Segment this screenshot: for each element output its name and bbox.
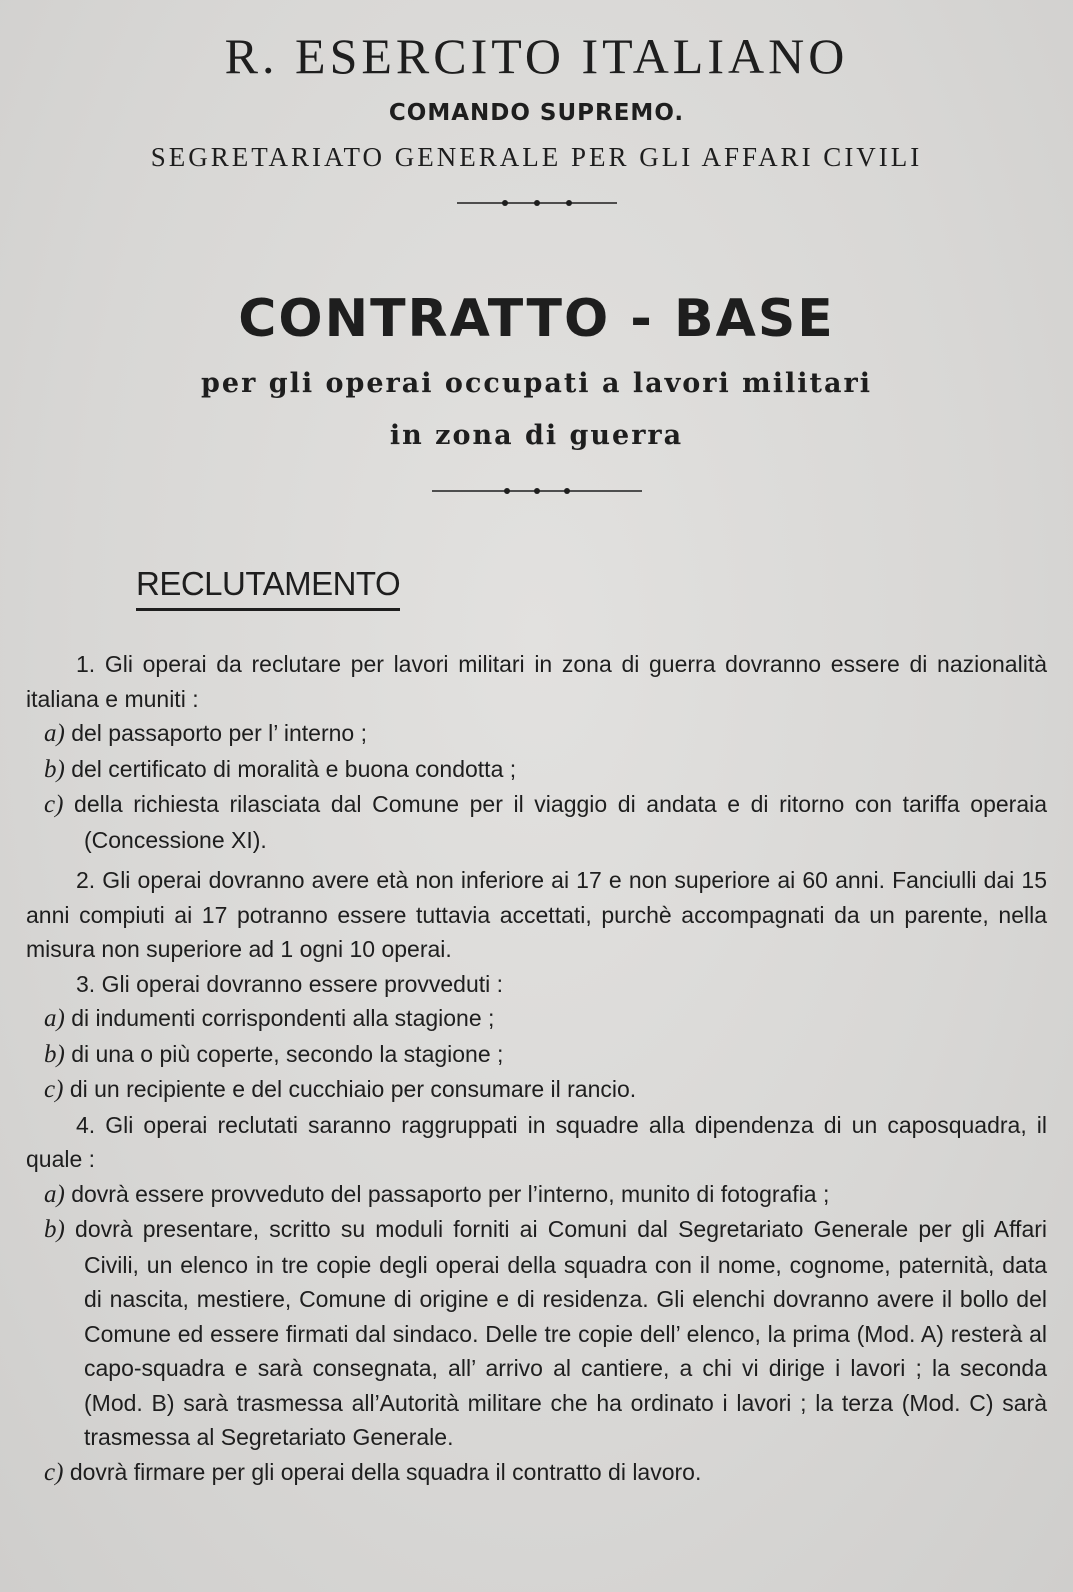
ornament-divider-bottom — [26, 486, 1047, 496]
paragraph-1: 1. Gli operai da reclutare per lavori militari in zona di guerra dovranno essere di nazionalità italiana e muniti : — [26, 651, 1047, 712]
list-item — [26, 787, 1047, 857]
item-text: della richiesta rilasciata dal Comune per il viaggio di andata e di ritorno con tariffa operaia (Concessione XI). — [74, 791, 1048, 853]
item-text: dovrà essere provveduto del passaporto per l’interno, munito di fotografia ; — [71, 1180, 830, 1207]
list-item — [26, 1001, 1047, 1037]
document-body — [26, 647, 1047, 1490]
document-subtitle-line2: in zona di guerra — [389, 420, 684, 451]
item-marker: c) — [44, 791, 64, 818]
command-heading: COMANDO SUPREMO. — [388, 100, 685, 126]
paragraph-4: 4. Gli operai reclutati saranno raggruppati in squadre alla dipendenza di un caposquadra, il quale : — [26, 1111, 1047, 1172]
item-marker: a) — [44, 1005, 65, 1032]
paragraph-3: 3. Gli operai dovranno essere provveduti : — [76, 970, 504, 997]
item-text: dovrà presentare, scritto su moduli forniti ai Comuni dal Segretariato Generale per gli Affari Civili, un elenco in tre copie degli operai della squadra con il nome, cognome, paternità, data di nascita, mestiere, Comune di origine e di residenza. Gli elenchi dovranno avere il bollo del Comune ed essere firmati dal sindaco. Delle tre copie dell’ elenco, la prima (Mod. A) resterà al capo-squadra e sarà consegnata, all’ arrivo al cantiere, a chi vi dirige i lavori ; la seconda (Mod. B) sarà trasmessa all’Autorità militare che ha ordinato i lavori ; la terza (Mod. C) sarà trasmessa al Segretariato Generale. — [75, 1216, 1047, 1450]
ornament-rule-icon — [457, 198, 617, 208]
item-marker: c) — [44, 1458, 64, 1486]
item-marker: b) — [44, 1040, 65, 1068]
item-text: di indumenti corrispondenti alla stagione ; — [71, 1005, 495, 1031]
ornament-divider-top — [26, 198, 1047, 208]
paragraph-2: 2. Gli operai dovranno avere età non inferiore ai 17 e non superiore ai 60 anni. Fanciulli dai 15 anni compiuti ai 17 potranno essere tuttavia accettati, purchè accompagnati da un parente, nella misura non superiore ad 1 ogni 10 operai. — [26, 867, 1047, 962]
item-text: di una o più coperte, secondo la stagione ; — [71, 1040, 504, 1067]
item-marker: b) — [44, 1216, 65, 1243]
item-text: di un recipiente e del cucchiaio per consumare il rancio. — [69, 1076, 637, 1102]
list-item — [26, 716, 1047, 752]
list-item — [26, 1455, 1047, 1491]
list-item — [26, 1072, 1047, 1108]
section-title: RECLUTAMENTO — [136, 564, 400, 611]
list-item — [26, 1212, 1047, 1455]
list-item — [26, 752, 1047, 788]
document-header — [26, 26, 1047, 208]
document-title: CONTRATTO - BASE — [238, 289, 835, 349]
item-text: dovrà firmare per gli operai della squadra il contratto di lavoro. — [69, 1458, 702, 1485]
item-marker: a) — [44, 1180, 65, 1208]
document-subtitle-line1: per gli operai occupati a lavori militari — [201, 368, 872, 399]
item-marker: a) — [44, 720, 65, 747]
item-marker: c) — [44, 1076, 64, 1103]
ornament-rule-icon — [432, 486, 642, 496]
army-heading: R. ESERCITO ITALIANO — [224, 28, 849, 84]
list-item — [26, 1037, 1047, 1073]
item-text: del certificato di moralità e buona condotta ; — [71, 755, 517, 782]
secretariat-heading: SEGRETARIATO GENERALE PER GLI AFFARI CIVILI — [150, 142, 923, 172]
item-text: del passaporto per l’ interno ; — [71, 720, 367, 746]
list-item — [26, 1177, 1047, 1213]
item-marker: b) — [44, 755, 65, 783]
